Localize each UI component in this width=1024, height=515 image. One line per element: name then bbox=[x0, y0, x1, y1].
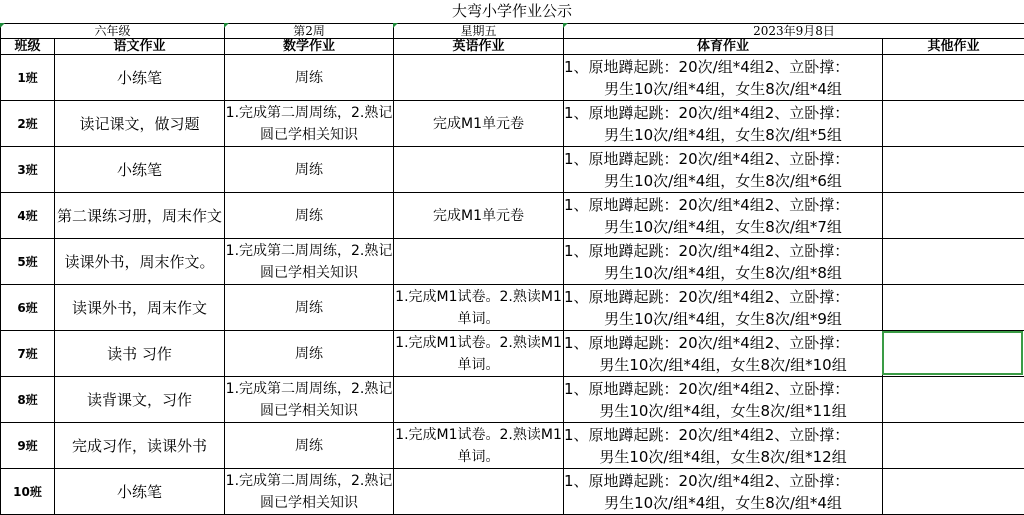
pe-line-2: 男生10次/组*4组，女生8次/组*4组 bbox=[564, 492, 882, 514]
english-homework-cell[interactable] bbox=[394, 55, 564, 101]
weekday-cell[interactable]: 星期五 bbox=[394, 24, 564, 39]
english-homework-text: 1.完成M1试卷。2.熟读M1单词。 bbox=[394, 286, 563, 330]
chinese-homework-cell[interactable] bbox=[55, 147, 225, 193]
english-homework-cell[interactable] bbox=[394, 377, 564, 423]
chinese-homework-text: 小练笔 bbox=[55, 67, 224, 89]
english-homework-text: 完成M1单元卷 bbox=[394, 205, 563, 227]
col-header-class[interactable]: 班级 bbox=[1, 39, 55, 55]
math-homework-cell[interactable] bbox=[225, 469, 394, 515]
english-homework-text: 1.完成M1试卷。2.熟读M1单词。 bbox=[394, 332, 563, 376]
pe-line-1: 1、原地蹲起跳：20次/组*4组2、立卧撑： bbox=[564, 380, 849, 398]
english-homework-text: 1.完成M1试卷。2.熟读M1单词。 bbox=[394, 424, 563, 468]
col-header-other[interactable]: 其他作业 bbox=[883, 39, 1024, 55]
chinese-homework-cell[interactable] bbox=[55, 55, 225, 101]
table-row bbox=[1, 147, 1024, 193]
other-homework-cell[interactable] bbox=[883, 147, 1024, 193]
math-homework-cell[interactable] bbox=[225, 147, 394, 193]
pe-line-2: 男生10次/组*4组，女生8次/组*7组 bbox=[564, 216, 882, 238]
math-homework-text: 1.完成第二周周练，2.熟记圆已学相关知识 bbox=[225, 470, 393, 514]
pe-homework-cell[interactable] bbox=[564, 55, 883, 101]
cell-marker bbox=[224, 23, 229, 28]
class-cell[interactable] bbox=[1, 423, 55, 469]
header-row bbox=[1, 39, 1024, 55]
chinese-homework-cell[interactable] bbox=[55, 469, 225, 515]
pe-line-2: 男生10次/组*4组，女生8次/组*9组 bbox=[564, 308, 882, 330]
pe-line-1: 1、原地蹲起跳：20次/组*4组2、立卧撑： bbox=[564, 288, 849, 306]
english-homework-cell[interactable] bbox=[394, 285, 564, 331]
pe-line-2: 男生10次/组*4组，女生8次/组*12组 bbox=[564, 446, 882, 468]
english-homework-cell[interactable] bbox=[394, 239, 564, 285]
cell-marker bbox=[0, 23, 5, 28]
class-cell[interactable] bbox=[1, 55, 55, 101]
class-cell[interactable] bbox=[1, 101, 55, 147]
class-cell[interactable] bbox=[1, 331, 55, 377]
pe-homework-cell[interactable] bbox=[564, 147, 883, 193]
chinese-homework-text: 读课外书，周末作文 bbox=[55, 297, 224, 319]
other-homework-cell[interactable] bbox=[883, 101, 1024, 147]
pe-homework-cell[interactable] bbox=[564, 377, 883, 423]
math-homework-text: 周练 bbox=[225, 205, 393, 227]
math-homework-text: 周练 bbox=[225, 435, 393, 457]
other-homework-cell[interactable] bbox=[883, 285, 1024, 331]
class-cell[interactable] bbox=[1, 469, 55, 515]
pe-homework-cell[interactable] bbox=[564, 193, 883, 239]
class-text: 1班 bbox=[1, 69, 54, 86]
chinese-homework-cell[interactable] bbox=[55, 239, 225, 285]
english-homework-cell[interactable] bbox=[394, 147, 564, 193]
pe-line-1: 1、原地蹲起跳：20次/组*4组2、立卧撑： bbox=[564, 104, 849, 122]
class-text: 4班 bbox=[1, 207, 54, 224]
chinese-homework-text: 完成习作，读课外书 bbox=[55, 435, 224, 457]
chinese-homework-cell[interactable] bbox=[55, 285, 225, 331]
chinese-homework-text: 第二课练习册，周末作文 bbox=[55, 205, 224, 227]
math-homework-text: 1.完成第二周周练，2.熟记圆已学相关知识 bbox=[225, 378, 393, 422]
chinese-homework-text: 小练笔 bbox=[55, 481, 224, 503]
math-homework-text: 1.完成第二周周练，2.熟记圆已学相关知识 bbox=[225, 240, 393, 284]
pe-homework-cell[interactable] bbox=[564, 331, 883, 377]
math-homework-text: 1.完成第二周周练，2.熟记圆已学相关知识 bbox=[225, 102, 393, 146]
english-homework-cell[interactable] bbox=[394, 101, 564, 147]
class-text: 2班 bbox=[1, 115, 54, 132]
grade-cell[interactable]: 六年级 bbox=[1, 24, 225, 39]
math-homework-cell[interactable] bbox=[225, 55, 394, 101]
pe-line-2: 男生10次/组*4组，女生8次/组*8组 bbox=[564, 262, 882, 284]
math-homework-cell[interactable] bbox=[225, 239, 394, 285]
col-header-pe[interactable]: 体育作业 bbox=[564, 39, 883, 55]
pe-line-2: 男生10次/组*4组，女生8次/组*4组 bbox=[564, 78, 882, 100]
class-text: 3班 bbox=[1, 161, 54, 178]
class-text: 10班 bbox=[1, 483, 54, 500]
date-cell[interactable]: 2023年9月8日 bbox=[564, 24, 1024, 39]
class-text: 5班 bbox=[1, 253, 54, 270]
class-text: 8班 bbox=[1, 391, 54, 408]
pe-homework-cell[interactable] bbox=[564, 423, 883, 469]
other-homework-cell[interactable] bbox=[883, 423, 1024, 469]
math-homework-text: 周练 bbox=[225, 159, 393, 181]
cell-marker bbox=[563, 23, 568, 28]
chinese-homework-cell[interactable] bbox=[55, 423, 225, 469]
math-homework-cell[interactable] bbox=[225, 285, 394, 331]
pe-line-1: 1、原地蹲起跳：20次/组*4组2、立卧撑： bbox=[564, 426, 849, 444]
chinese-homework-text: 小练笔 bbox=[55, 159, 224, 181]
table-row bbox=[1, 239, 1024, 285]
other-homework-cell[interactable] bbox=[883, 193, 1024, 239]
other-homework-cell[interactable] bbox=[883, 239, 1024, 285]
cell-marker bbox=[393, 23, 398, 28]
math-homework-cell[interactable] bbox=[225, 101, 394, 147]
pe-line-1: 1、原地蹲起跳：20次/组*4组2、立卧撑： bbox=[564, 150, 849, 168]
pe-homework-cell[interactable] bbox=[564, 285, 883, 331]
pe-line-1: 1、原地蹲起跳：20次/组*4组2、立卧撑： bbox=[564, 242, 849, 260]
class-cell[interactable] bbox=[1, 193, 55, 239]
math-homework-cell[interactable] bbox=[225, 193, 394, 239]
math-homework-cell[interactable] bbox=[225, 331, 394, 377]
math-homework-cell[interactable] bbox=[225, 377, 394, 423]
table-row bbox=[1, 285, 1024, 331]
pe-homework-cell[interactable] bbox=[564, 101, 883, 147]
english-homework-cell[interactable] bbox=[394, 331, 564, 377]
table-row bbox=[1, 55, 1024, 101]
table-row bbox=[1, 193, 1024, 239]
chinese-homework-text: 读课外书，周末作文。 bbox=[55, 251, 224, 273]
pe-line-1: 1、原地蹲起跳：20次/组*4组2、立卧撑： bbox=[564, 196, 849, 214]
pe-line-1: 1、原地蹲起跳：20次/组*4组2、立卧撑： bbox=[564, 472, 849, 490]
chinese-homework-cell[interactable] bbox=[55, 331, 225, 377]
table-row bbox=[1, 423, 1024, 469]
pe-line-2: 男生10次/组*4组，女生8次/组*11组 bbox=[564, 400, 882, 422]
pe-homework-cell[interactable] bbox=[564, 239, 883, 285]
math-homework-text: 周练 bbox=[225, 67, 393, 89]
chinese-homework-text: 读背课文，习作 bbox=[55, 389, 224, 411]
pe-line-1: 1、原地蹲起跳：20次/组*4组2、立卧撑： bbox=[564, 58, 849, 76]
sheet-title: 大弯小学作业公示 bbox=[0, 0, 1024, 23]
homework-table bbox=[0, 23, 1024, 515]
math-homework-text: 周练 bbox=[225, 297, 393, 319]
pe-line-2: 男生10次/组*4组，女生8次/组*5组 bbox=[564, 124, 882, 146]
math-homework-cell[interactable] bbox=[225, 423, 394, 469]
chinese-homework-cell[interactable] bbox=[55, 101, 225, 147]
english-homework-cell[interactable] bbox=[394, 193, 564, 239]
english-homework-cell[interactable] bbox=[394, 423, 564, 469]
table-row bbox=[1, 331, 1024, 377]
table-row bbox=[1, 469, 1024, 515]
other-homework-cell[interactable] bbox=[883, 469, 1024, 515]
chinese-homework-cell[interactable] bbox=[55, 193, 225, 239]
info-row bbox=[1, 24, 1024, 39]
other-homework-cell[interactable] bbox=[883, 55, 1024, 101]
class-cell[interactable] bbox=[1, 239, 55, 285]
class-cell[interactable] bbox=[1, 377, 55, 423]
class-cell[interactable] bbox=[1, 285, 55, 331]
class-text: 9班 bbox=[1, 437, 54, 454]
other-homework-cell[interactable] bbox=[883, 377, 1024, 423]
chinese-homework-text: 读书 习作 bbox=[55, 343, 224, 365]
math-homework-text: 周练 bbox=[225, 343, 393, 365]
col-header-english[interactable]: 英语作业 bbox=[394, 39, 564, 55]
chinese-homework-text: 读记课文，做习题 bbox=[55, 113, 224, 135]
table-row bbox=[1, 377, 1024, 423]
other-homework-cell[interactable] bbox=[883, 331, 1024, 377]
class-cell[interactable] bbox=[1, 147, 55, 193]
table-row bbox=[1, 101, 1024, 147]
col-header-math[interactable]: 数学作业 bbox=[225, 39, 394, 55]
class-text: 7班 bbox=[1, 345, 54, 362]
chinese-homework-cell[interactable] bbox=[55, 377, 225, 423]
english-homework-cell[interactable] bbox=[394, 469, 564, 515]
english-homework-text: 完成M1单元卷 bbox=[394, 113, 563, 135]
class-text: 6班 bbox=[1, 299, 54, 316]
week-cell[interactable]: 第2周 bbox=[225, 24, 394, 39]
pe-homework-cell[interactable] bbox=[564, 469, 883, 515]
pe-line-1: 1、原地蹲起跳：20次/组*4组2、立卧撑： bbox=[564, 334, 849, 352]
col-header-chinese[interactable]: 语文作业 bbox=[55, 39, 225, 55]
pe-line-2: 男生10次/组*4组，女生8次/组*6组 bbox=[564, 170, 882, 192]
pe-line-2: 男生10次/组*4组，女生8次/组*10组 bbox=[564, 354, 882, 376]
